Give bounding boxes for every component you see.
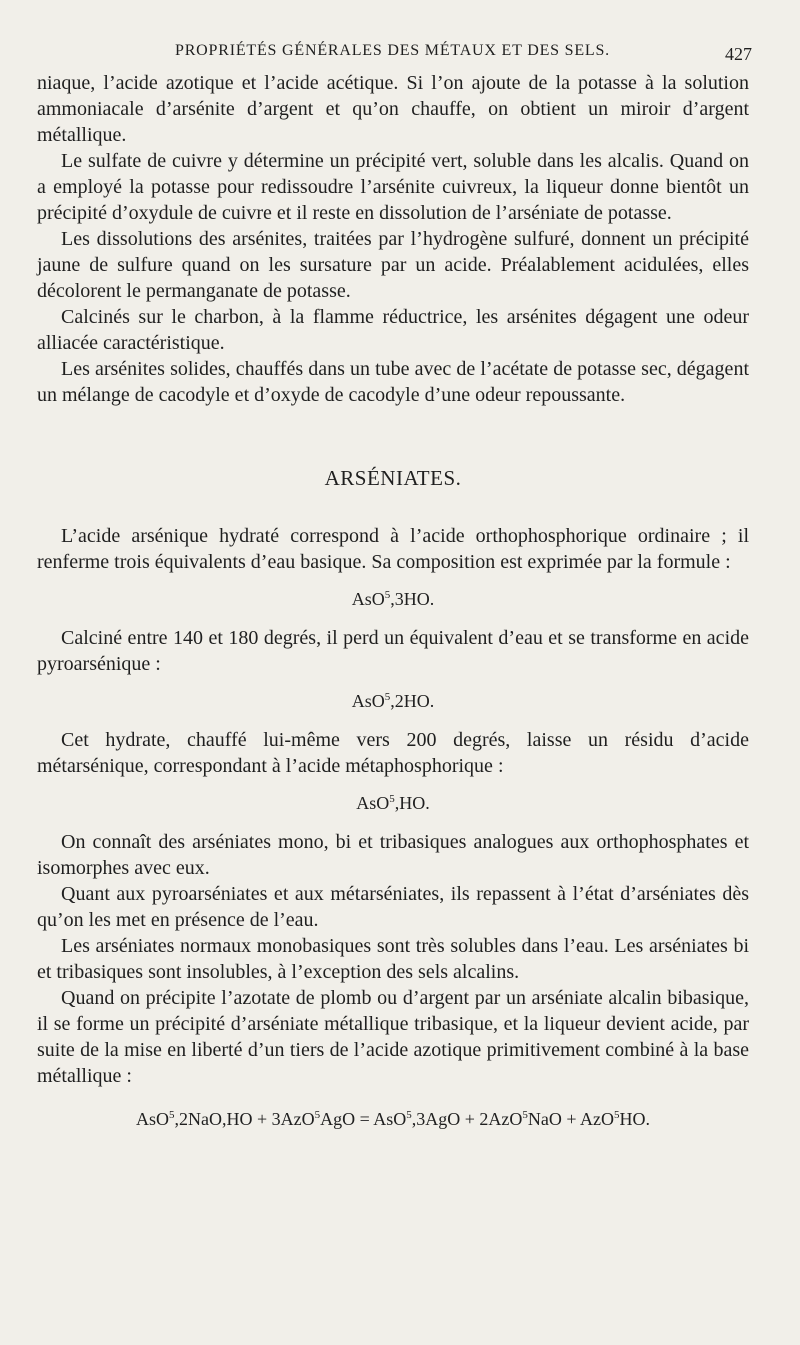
paragraph-normaux: Les arséniates normaux monobasiques sont très solubles dans l’eau. Les arséniates bi et tribasiques sont insolubles, à l’exception des sels alcalins. [37,935,749,983]
formula-reaction: AsO$^5$,2NaO,HO + 3AzO$^5$AgO = AsO$^5$,3AgO + 2AzO$^5$NaO + AzO$^5$HO. [135,1109,651,1129]
paragraph-calcines: Calcinés sur le charbon, à la flamme réductrice, les arsénites dégagent une odeur alliacée caractéristique. [37,306,749,354]
paragraph-metarsenique: Cet hydrate, chauffé lui-même vers 200 degrés, laisse un résidu d’acide métarsénique, correspondant à l’acide métaphosphorique : [37,729,749,777]
paragraph-pyroarseniates: Quant aux pyroarséniates et aux métarséniates, ils repassent à l’état d’arséniates dès qu’on les met en présence de l’eau. [37,883,749,931]
page-number: 427 [725,44,752,64]
paragraph-precipite: Quand on précipite l’azotate de plomb ou d’argent par un arséniate alcalin bibasique, il se forme un précipité d’arséniate métallique tribasique, et la liqueur devient acide, par suite de la mise en liberté d’un tiers de l’acide azotique primitivement combiné à la base métallique : [37,987,749,1087]
page-header [0,38,800,64]
paragraph-continued: niaque, l’acide azotique et l’acide acétique. Si l’on ajoute de la potasse à la solution ammoniacale d’arsénite d’argent et qu’on chauffe, on obtient un miroir d’argent métallique. [37,72,749,146]
paragraph-acide-arsenique: L’acide arsénique hydraté correspond à l’acide orthophosphorique ordinaire ; il renferme trois équivalents d’eau basique. Sa composition est exprimée par la formule : [37,525,749,573]
paragraph-sulfate-cuivre: Le sulfate de cuivre y détermine un précipité vert, soluble dans les alcalis. Quand on a employé la potasse pour redissoudre l’arsénite cuivreux, la liqueur donne bientôt un précipité d’oxydule de cuivre et il reste en dissolution de l’arséniate de potasse. [37,150,749,224]
formula-metarsenique: AsO$^5$,HO. [356,793,430,813]
running-title: PROPRIÉTÉS GÉNÉRALES DES MÉTAUX ET DES SELS. [175,42,610,59]
formula-acide-arsenique: AsO$^5$,3HO. [351,589,435,609]
formula-pyroarsenique: AsO$^5$,2HO. [351,691,435,711]
paragraph-pyroarsenique: Calciné entre 140 et 180 degrés, il perd un équivalent d’eau et se transforme en acide pyroarsénique : [37,627,749,675]
body-text [37,70,749,1145]
paragraph-arsenites-solides: Les arsénites solides, chauffés dans un tube avec de l’acétate de potasse sec, dégagent un mélange de cacodyle et d’oxyde de cacodyle d’une odeur repoussante. [37,358,749,406]
paragraph-hydrogene-sulfure: Les dissolutions des arsénites, traitées par l’hydrogène sulfuré, donnent un précipité jaune de sulfure quand on les sursature par un acide. Préalablement acidulées, elles décolorent le permanganate de potasse. [37,228,749,302]
section-title: ARSÉNIATES. [324,466,462,490]
paragraph-basiques: On connaît des arséniates mono, bi et tribasiques analogues aux orthophosphates et isomorphes avec eux. [37,831,749,879]
